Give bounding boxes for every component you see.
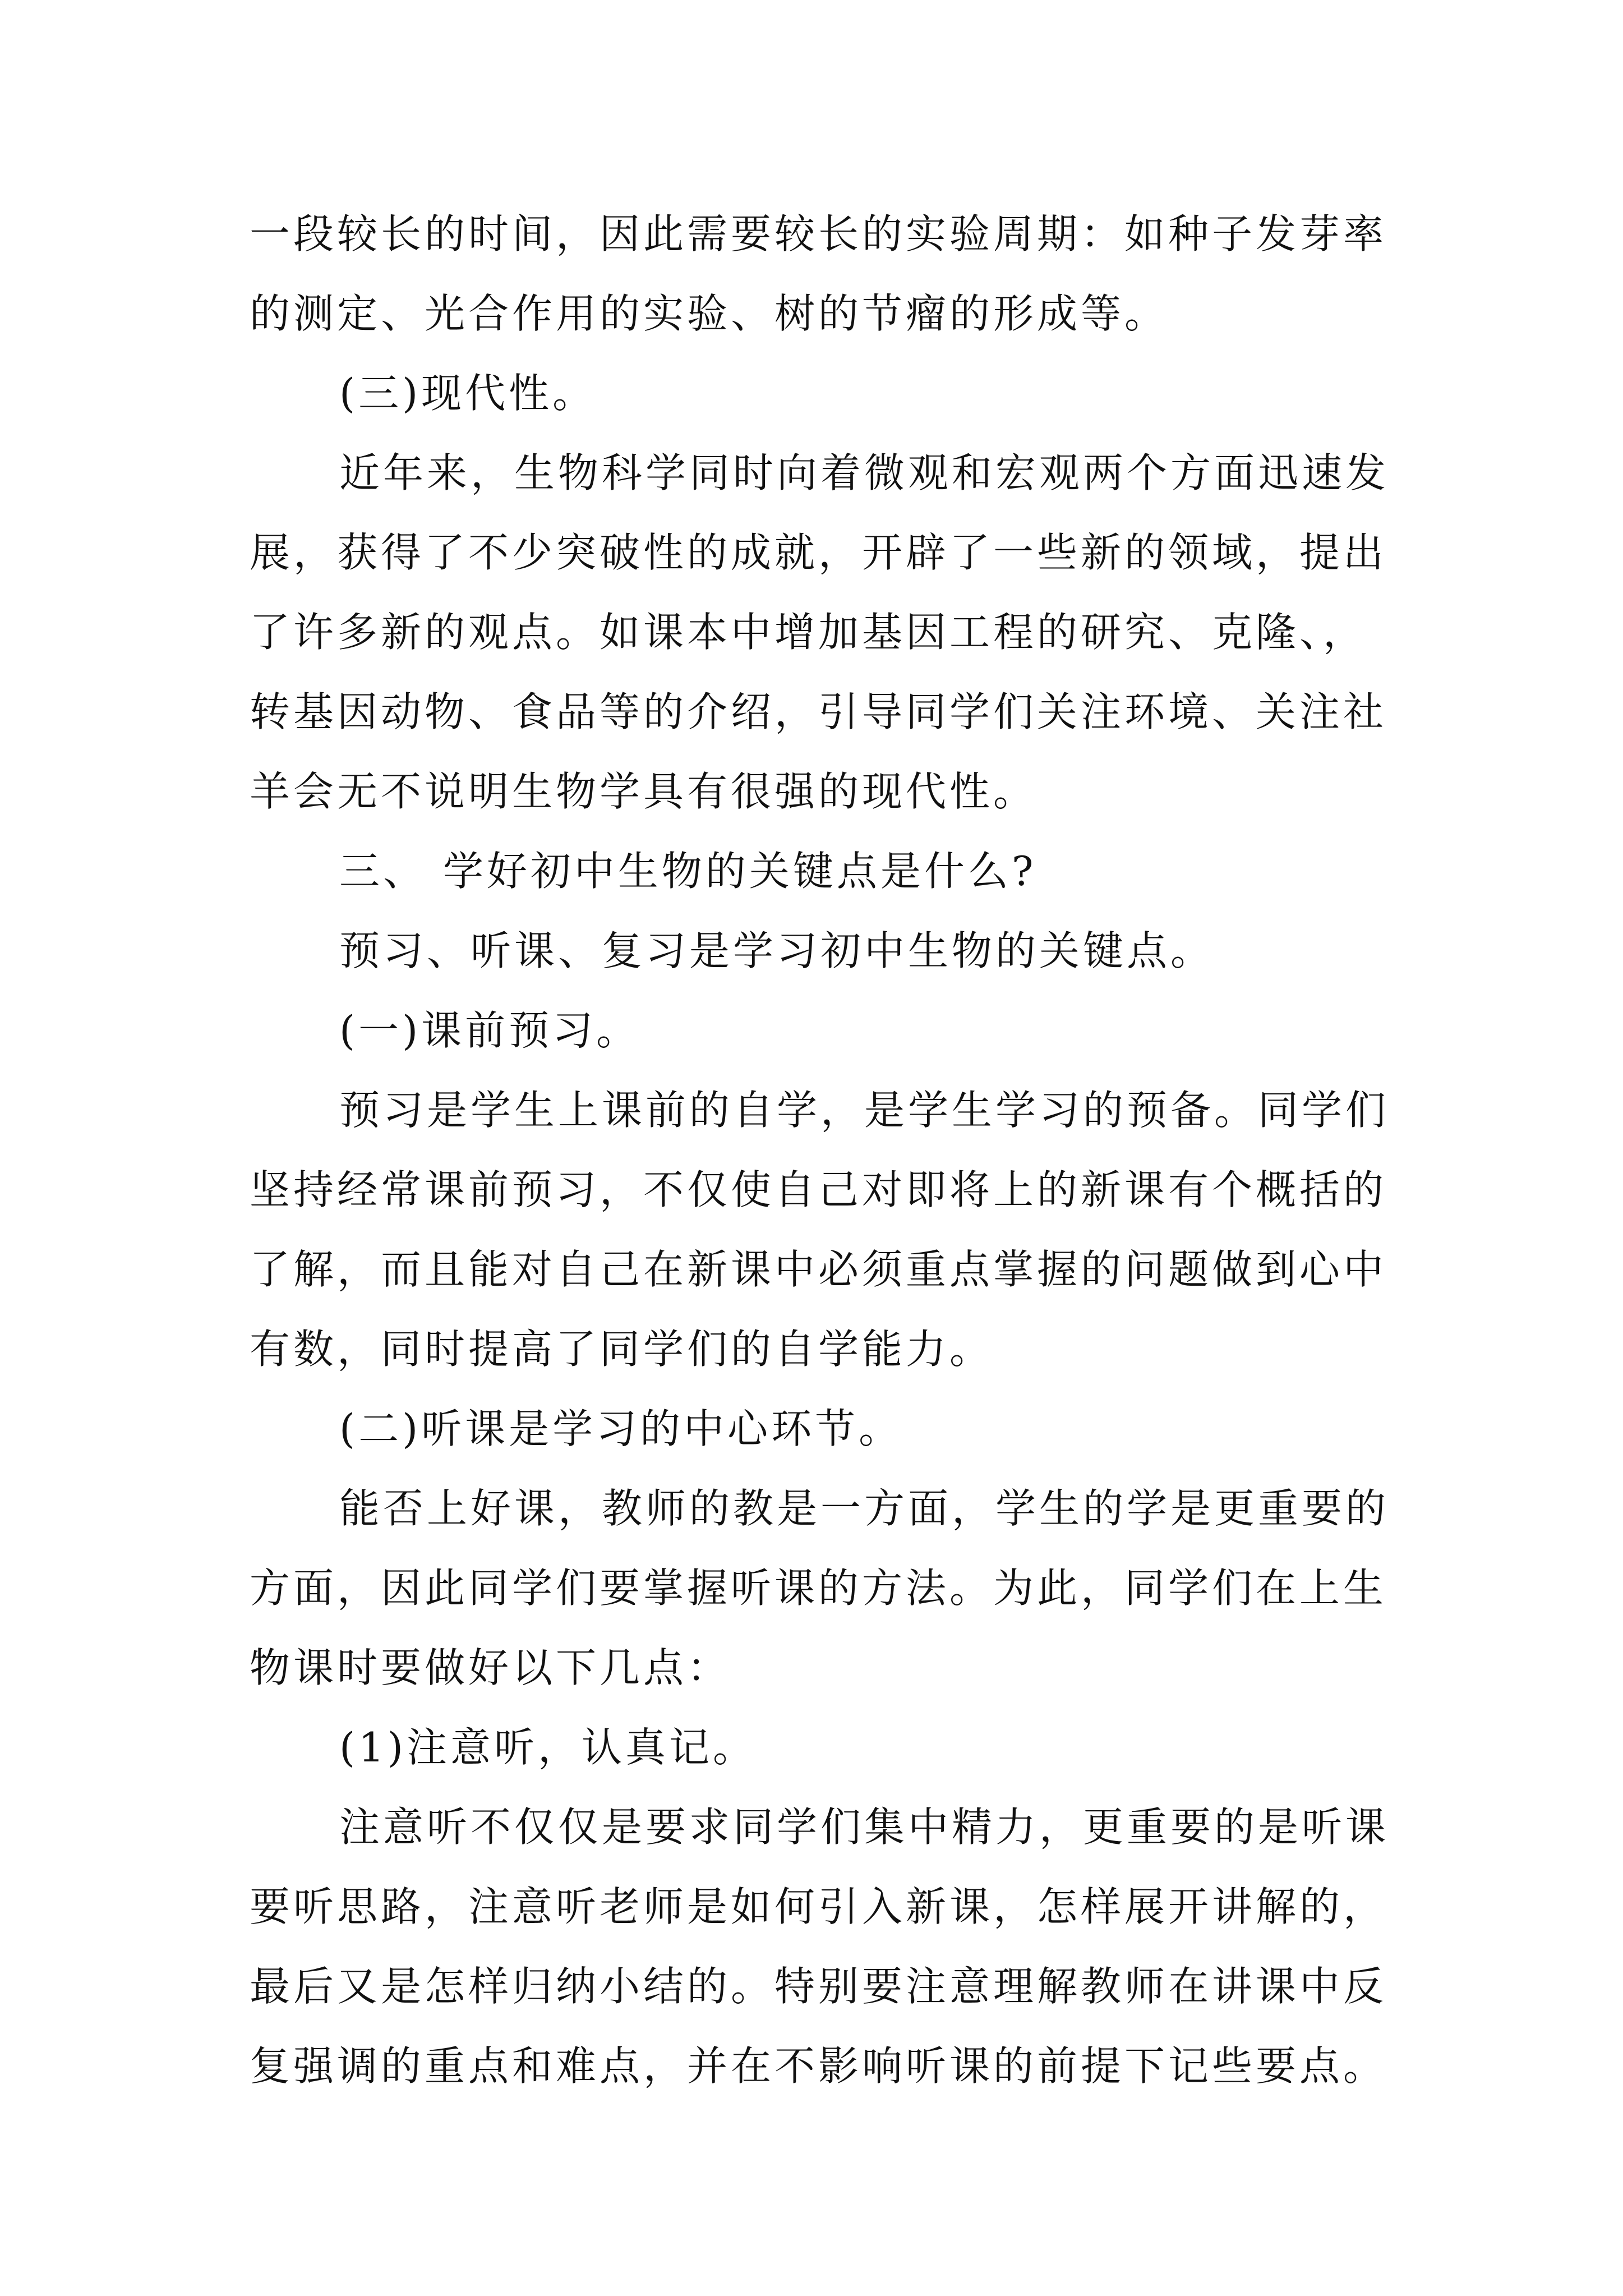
text-line-13: 坚持经常课前预习，不仅使自己对即将上的新课有个概括的	[250, 1166, 1387, 1213]
text-line-8: 羊会无不说明生物学具有很强的现代性。	[250, 768, 1038, 815]
text-line-14: 了解，而且能对自己在新课中必须重点掌握的问题做到心中	[250, 1246, 1387, 1293]
section-heading-preview: (一)课前预习。	[339, 1007, 640, 1054]
text-line-19: 物课时要做好以下几点：	[250, 1644, 731, 1691]
text-line-18: 方面，因此同学们要掌握听课的方法。为此，同学们在上生	[250, 1565, 1387, 1612]
section-heading-modernity: (三)现代性。	[339, 370, 597, 417]
text-line-6: 了许多新的观点。如课本中增加基因工程的研究、克隆、，	[250, 609, 1367, 656]
text-line-5: 展，获得了不少突破性的成就，开辟了一些新的领域，提出	[250, 529, 1387, 576]
section-heading-listening: (二)听课是学习的中心环节。	[339, 1405, 903, 1452]
document-body	[250, 194, 1394, 2106]
text-line-1: 一段较长的时间，因此需要较长的实验周期：如种子发芽率	[250, 210, 1387, 257]
text-line-21: 注意听不仅仅是要求同学们集中精力，更重要的是听课	[339, 1803, 1390, 1851]
text-line-24: 复强调的重点和难点，并在不影响听课的前提下记些要点。	[250, 2042, 1387, 2090]
text-line-12: 预习是学生上课前的自学，是学生学习的预备。同学们	[339, 1087, 1390, 1134]
text-line-2: 的测定、光合作用的实验、树的节瘤的形成等。	[250, 290, 1169, 337]
text-line-22: 要听思路，注意听老师是如何引入新课，怎样展开讲解的，	[250, 1883, 1387, 1930]
text-line-23: 最后又是怎样归纳小结的。特别要注意理解教师在讲课中反	[250, 1963, 1387, 2010]
subheading-listen-and-note: (1)注意听，认真记。	[339, 1724, 757, 1771]
text-line-10: 预习、听课、复习是学习初中生物的关键点。	[339, 927, 1215, 974]
text-line-4: 近年来，生物科学同时向着微观和宏观两个方面迅速发	[339, 449, 1390, 496]
text-line-15: 有数，同时提高了同学们的自学能力。	[250, 1326, 994, 1373]
text-line-7: 转基因动物、食品等的介绍，引导同学们关注环境、关注社	[250, 688, 1387, 735]
text-line-17: 能否上好课，教师的教是一方面，学生的学是更重要的	[339, 1485, 1390, 1532]
main-heading-key-points: 三、 学好初中生物的关键点是什么?	[339, 848, 1037, 895]
